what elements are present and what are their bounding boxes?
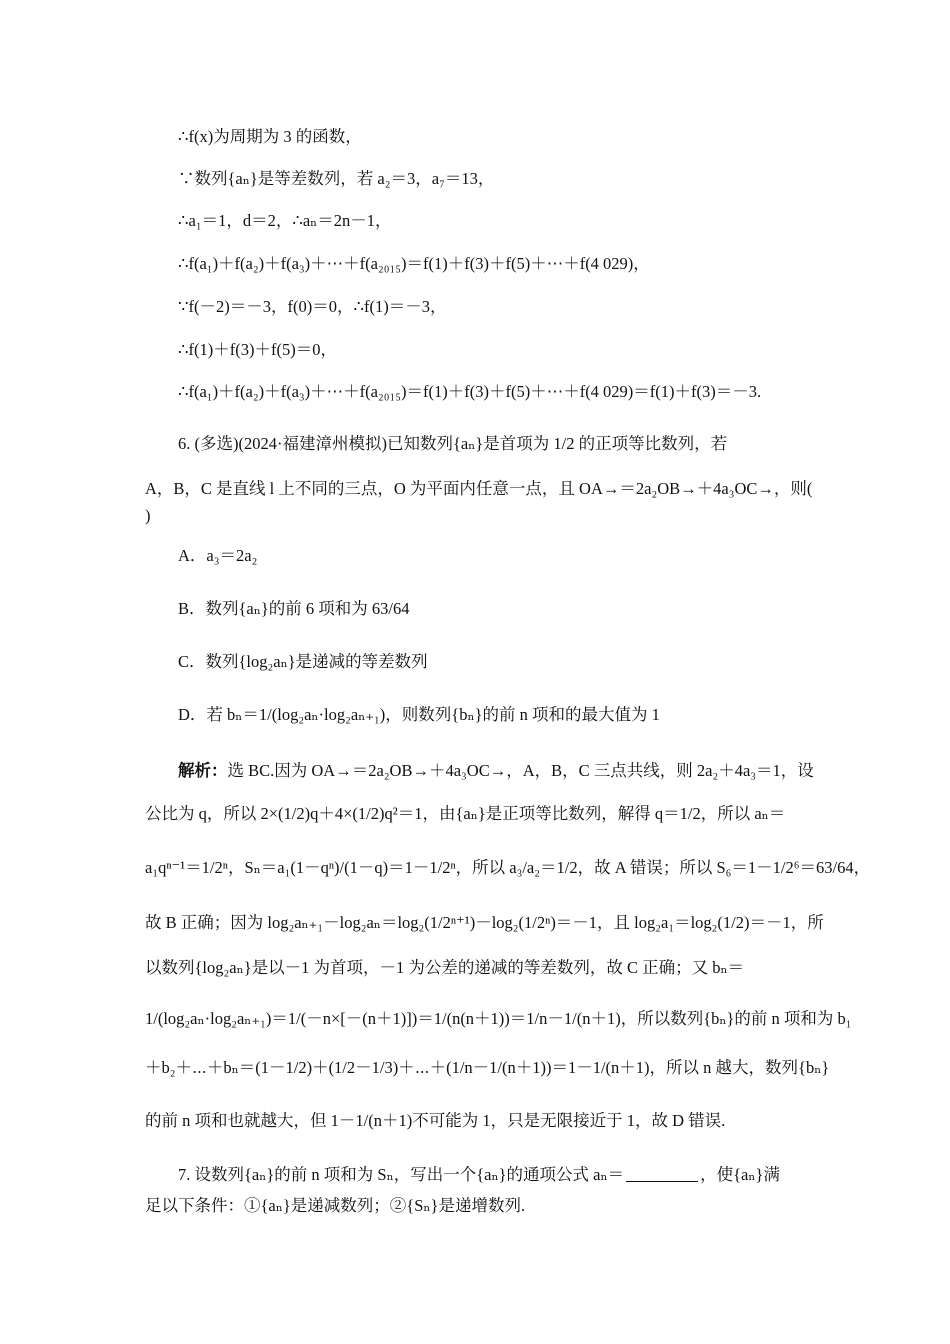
question-7-stem xyxy=(178,1164,780,1186)
solution-text: 选 BC.因为 OA→＝2a₂OB→＋4a₃OC→，A，B，C 三点共线，则 2a₂＋4a₃＝1，设 xyxy=(227,761,814,780)
solution-line: ＋b₂＋⋯＋bₙ＝(1－1/2)＋(1/2－1/3)＋⋯＋(1/n－1/(n＋1))＝1－1/(n＋1)，所以 n 越大，数列{bₙ} xyxy=(145,1058,830,1077)
question-6-paren: ) xyxy=(145,506,151,525)
solution-line: 故 B 正确；因为 log₂aₙ₊₁－log₂aₙ＝log₂(1/2ⁿ⁺¹)－log₂(1/2ⁿ)＝－1，且 log₂a₁＝log₂(1/2)＝－1，所 xyxy=(145,913,824,932)
text-line: ∴f(a₁)＋f(a₂)＋f(a₃)＋⋯＋f(a₂₀₁₅)＝f(1)＋f(3)＋f(5)＋⋯＋f(4 029)＝f(1)＋f(3)＝－3. xyxy=(178,382,762,401)
answer-blank[interactable] xyxy=(626,1165,698,1182)
solution-line: 公比为 q，所以 2×(1/2)q＋4×(1/2)q²＝1，由{aₙ}是正项等比数列，解得 q＝1/2，所以 aₙ＝ xyxy=(145,804,786,823)
solution-label: 解析： xyxy=(178,761,228,780)
text-line: ∴f(a₁)＋f(a₂)＋f(a₃)＋⋯＋f(a₂₀₁₅)＝f(1)＋f(3)＋f(5)＋⋯＋f(4 029)， xyxy=(178,254,650,273)
solution-line: 的前 n 项和也就越大，但 1－1/(n＋1)不可能为 1，只是无限接近于 1，故 D 错误. xyxy=(145,1111,726,1130)
solution-line: 以数列{log₂aₙ}是以－1 为首项，－1 为公差的递减的等差数列，故 C 正确；又 bₙ＝ xyxy=(145,958,745,977)
text-line: ∵f(－2)＝－3，f(0)＝0，∴f(1)＝－3， xyxy=(178,297,447,316)
solution-line: 1/(log₂aₙ·log₂aₙ₊₁)＝1/(－n×[－(n＋1)])＝1/(n(n＋1))＝1/n－1/(n＋1)，所以数列{bₙ}的前 n 项和为 b₁ xyxy=(145,1009,852,1028)
question-6-stem-cont: A，B，C 是直线 l 上不同的三点，O 为平面内任意一点，且 OA→＝2a₂OB→＋4a₃OC→，则( xyxy=(145,479,813,498)
option-b: B．数列{aₙ}的前 6 项和为 63/64 xyxy=(178,599,410,618)
option-a: A．a₃＝2a₂ xyxy=(178,546,258,565)
text-line: ∵数列{aₙ}是等差数列，若 a₂＝3，a₇＝13， xyxy=(178,169,495,188)
option-c: C．数列{log₂aₙ}是递减的等差数列 xyxy=(178,652,428,671)
solution-line: a₁qⁿ⁻¹＝1/2ⁿ，Sₙ＝a₁(1－qⁿ)/(1－q)＝1－1/2ⁿ，所以 a₃/a₂＝1/2，故 A 错误；所以 S₆＝1－1/2⁶＝63/64， xyxy=(145,858,871,877)
question-7-conditions: 足以下条件：①{aₙ}是递减数列；②{Sₙ}是递增数列. xyxy=(145,1196,526,1215)
text-line: ∴f(x)为周期为 3 的函数， xyxy=(178,127,362,146)
option-d: D．若 bₙ＝1/(log₂aₙ·log₂aₙ₊₁)，则数列{bₙ}的前 n 项和的最大值为 1 xyxy=(178,705,660,724)
question-7-text: 7. 设数列{aₙ}的前 n 项和为 Sₙ，写出一个{aₙ}的通项公式 aₙ＝ xyxy=(178,1165,625,1184)
solution-line xyxy=(178,760,814,782)
text-line: ∴a₁＝1，d＝2，∴aₙ＝2n－1， xyxy=(178,211,392,230)
question-6-stem: 6. (多选)(2024·福建漳州模拟)已知数列{aₙ}是首项为 1/2 的正项等比数列，若 xyxy=(178,434,728,453)
text-line: ∴f(1)＋f(3)＋f(5)＝0， xyxy=(178,340,337,359)
question-7-text-cont: ，使{aₙ}满 xyxy=(700,1165,780,1184)
